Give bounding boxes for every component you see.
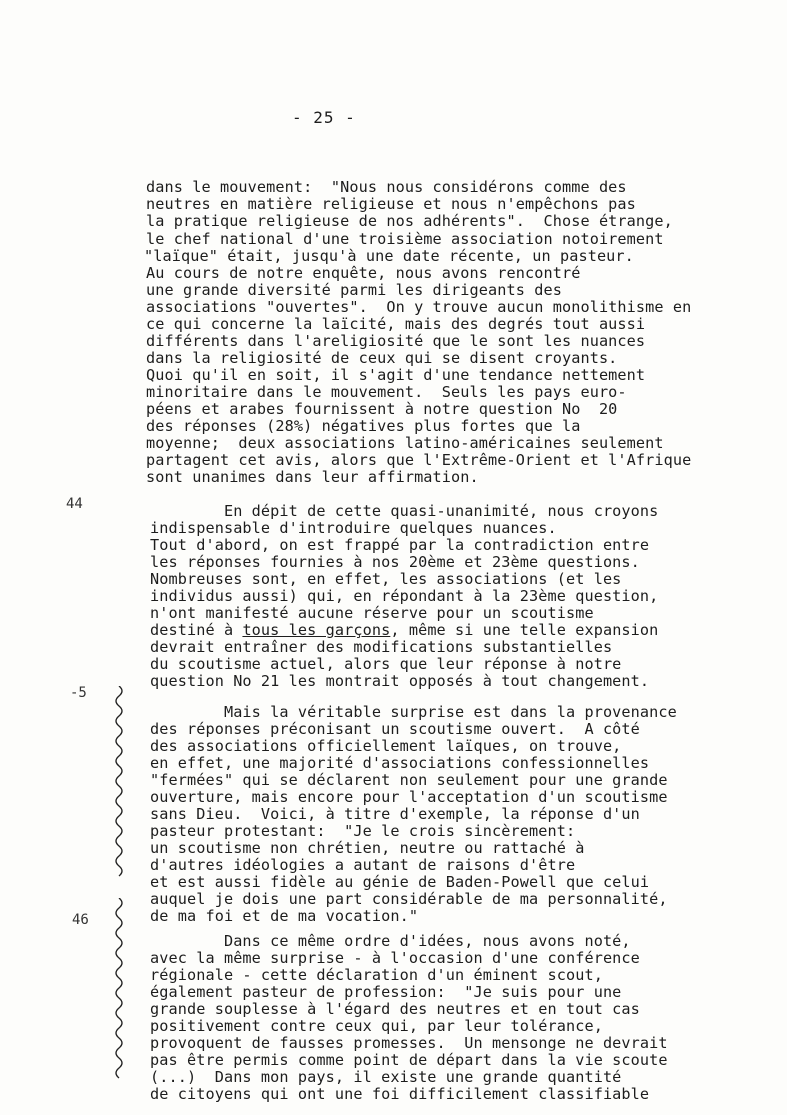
text-line: le chef national d'une troisième association notoirement: [146, 230, 664, 248]
text-line: n'ont manifesté aucune réserve pour un scoutisme: [150, 604, 594, 622]
text-line: des réponses (28%) négatives plus fortes que la: [146, 417, 581, 435]
text-line: et est aussi fidèle au génie de Baden-Powell que celui: [150, 873, 650, 891]
text-line: devrait entraîner des modifications substantielles: [150, 638, 613, 656]
text-line: individus aussi) qui, en répondant à la 23ème question,: [150, 587, 659, 605]
text-line: également pasteur de profession: "Je suis pour une: [150, 983, 622, 1001]
text-line-with-underline: [150, 622, 658, 639]
underlined-phrase: tous les garçons: [242, 621, 391, 639]
margin-squiggle-mark: [112, 686, 126, 881]
text-line: dans la religiosité de ceux qui se disent croyants.: [146, 349, 618, 367]
text-line: de ma foi et de ma vocation.": [150, 907, 419, 925]
text-line: "fermées" qui se déclarent non seulement pour une grande: [150, 771, 668, 789]
text-line: pasteur protestant: "Je le crois sincèrement:: [150, 822, 576, 840]
text-line: ouverture, mais encore pour l'acceptation d'un scoutisme: [150, 788, 668, 806]
text-line: Au cours de notre enquête, nous avons rencontré: [146, 264, 581, 282]
text-line: grande souplesse à l'égard des neutres et en tout cas: [150, 1000, 640, 1018]
text-line: minoritaire dans le mouvement. Seuls les pays euro-: [146, 383, 627, 401]
text-line: Tout d'abord, on est frappé par la contradiction entre: [150, 536, 650, 554]
text-line: (...) Dans mon pays, il existe une grande quantité: [150, 1068, 622, 1086]
text-segment: destiné à: [150, 621, 243, 639]
text-line: régionale - cette déclaration d'un éminent scout,: [150, 966, 603, 984]
text-line: un scoutisme non chrétien, neutre ou rattaché à: [150, 839, 585, 857]
text-line: ce qui concerne la laïcité, mais des degrés tout aussi: [146, 315, 646, 333]
text-line: positivement contre ceux qui, par leur tolérance,: [150, 1017, 603, 1035]
text-line: des réponses préconisant un scoutisme ouvert. A côté: [150, 720, 640, 738]
text-line: sans Dieu. Voici, à titre d'exemple, la réponse d'un: [150, 805, 640, 823]
text-line: une grande diversité parmi les dirigeants des: [146, 281, 562, 299]
text-line: Nombreuses sont, en effet, les associations (et les: [150, 570, 622, 588]
text-line: la pratique religieuse de nos adhérents". Chose étrange,: [146, 212, 673, 230]
text-line: différents dans l'areligiosité que le sont les nuances: [146, 332, 646, 350]
text-line: avec la même surprise - à l'occasion d'une conférence: [150, 949, 640, 967]
text-line: sont unanimes dans leur affirmation.: [146, 468, 479, 486]
text-line: Mais la véritable surprise est dans la provenance: [150, 703, 677, 721]
text-line: "laïque" était, jusqu'à une date récente, un pasteur.: [144, 247, 634, 265]
text-line: question No 21 les montrait opposés à tout changement.: [150, 672, 650, 690]
text-line: en effet, une majorité d'associations confessionnelles: [150, 754, 650, 772]
text-line: Dans ce même ordre d'idées, nous avons noté,: [150, 932, 631, 950]
text-line: dans le mouvement: "Nous nous considérons comme des: [146, 178, 627, 196]
text-line: neutres en matière religieuse et nous n'empêchons pas: [146, 195, 636, 213]
text-line: péens et arabes fournissent à notre question No 20: [146, 400, 618, 418]
text-line: d'autres idéologies a autant de raisons d'être: [150, 856, 576, 874]
text-line: Quoi qu'il en soit, il s'agit d'une tendance nettement: [146, 366, 646, 384]
text-line: partagent cet avis, alors que l'Extrême-Orient et l'Afrique: [146, 451, 692, 469]
margin-squiggle-mark: [112, 898, 126, 1083]
text-line: moyenne; deux associations latino-américaines seulement: [146, 434, 664, 452]
text-line: auquel je dois une part considérable de ma personnalité,: [150, 890, 668, 908]
margin-note-46: 46: [72, 912, 89, 928]
text-line: provoquent de fausses promesses. Un mensonge ne devrait: [150, 1034, 668, 1052]
text-segment: , même si une telle expansion: [390, 621, 659, 639]
text-line: En dépit de cette quasi-unanimité, nous croyons: [150, 502, 659, 520]
text-line: associations "ouvertes". On y trouve aucun monolithisme en: [146, 298, 692, 316]
margin-note-44: 44: [66, 496, 83, 512]
text-line: de citoyens qui ont une foi difficilement classifiable: [150, 1085, 650, 1103]
page-number: - 25 -: [292, 108, 356, 127]
text-line: du scoutisme actuel, alors que leur réponse à notre: [150, 655, 622, 673]
text-line: les réponses fournies à nos 20ème et 23ème questions.: [150, 553, 640, 571]
text-line: indispensable d'introduire quelques nuances.: [150, 519, 557, 537]
text-line: pas être permis comme point de départ dans la vie scoute: [150, 1051, 668, 1069]
text-line: des associations officiellement laïques, on trouve,: [150, 737, 622, 755]
margin-note-45: -5: [70, 685, 87, 701]
